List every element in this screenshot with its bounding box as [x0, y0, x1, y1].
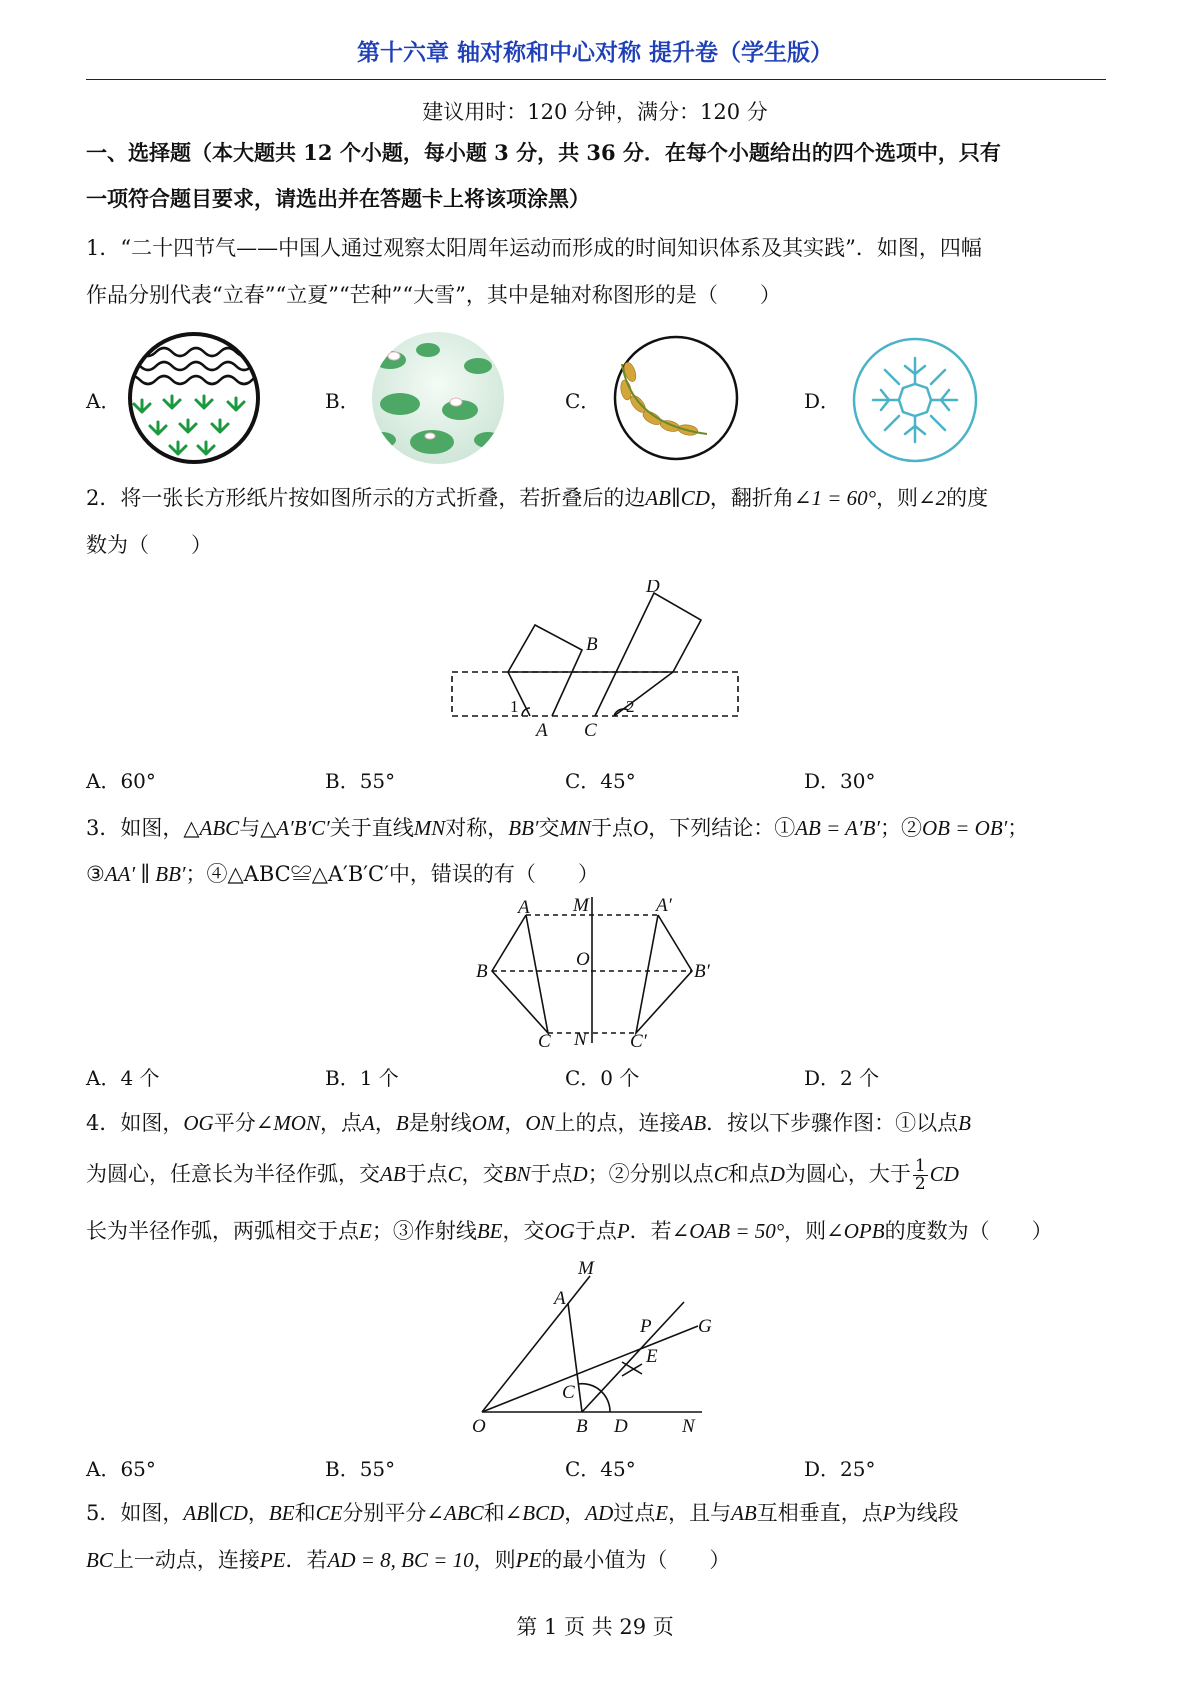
- q3-option-b[interactable]: B．1 个: [325, 1066, 399, 1090]
- q3-math: AB = A′B′: [795, 816, 880, 840]
- q2-option-c[interactable]: C．45°: [565, 769, 636, 793]
- q4-option-d[interactable]: D．25°: [804, 1457, 876, 1481]
- q4-math: BN: [503, 1162, 531, 1186]
- header-divider: [86, 79, 1106, 80]
- q5-text: ，则: [473, 1548, 516, 1572]
- q3-label-b: B: [476, 961, 488, 982]
- q3-label-n: N: [574, 1029, 587, 1047]
- page-footer: 第 1 页 共 29 页: [516, 1615, 674, 1639]
- q4-math: C: [713, 1162, 728, 1186]
- q4-label-m: M: [578, 1258, 594, 1279]
- q2-label-a: A: [536, 720, 548, 740]
- q3-math: △ABC: [183, 816, 240, 840]
- q2-math: AB∥CD: [645, 486, 710, 510]
- q5-text: 过点: [613, 1501, 656, 1525]
- q3-math: △A′B′C′: [260, 816, 330, 840]
- q4-construction-figure: [470, 1258, 720, 1438]
- q3-label-a-prime: A′: [656, 895, 672, 916]
- q2-option-a[interactable]: A．60°: [86, 769, 156, 793]
- q4-text: 平分: [213, 1111, 256, 1135]
- q3-text: ；②: [880, 816, 922, 840]
- q4-math: CD: [929, 1162, 959, 1186]
- q4-math: P: [616, 1219, 630, 1243]
- q5-text: ，: [247, 1501, 269, 1525]
- q3-symmetry-figure: [470, 895, 730, 1047]
- q4-label-d: D: [614, 1416, 628, 1437]
- q3-text: ③: [86, 862, 105, 886]
- q4-text: 为圆心，任意长为半径作弧，交: [86, 1162, 380, 1186]
- q3-option-a[interactable]: A．4 个: [86, 1066, 160, 1090]
- q4-label-c: C: [562, 1382, 575, 1403]
- q2-option-b[interactable]: B．55°: [325, 769, 396, 793]
- q2-text: ，则: [876, 486, 919, 510]
- q5-text: 互相垂直，点: [756, 1501, 883, 1525]
- q4-text: ，点: [319, 1111, 362, 1135]
- page-title: 第十六章 轴对称和中心对称 提升卷（学生版）: [356, 40, 833, 66]
- lichun-artwork: [124, 330, 264, 466]
- q4-label-o: O: [472, 1416, 486, 1437]
- q4-line1: [86, 1110, 971, 1136]
- q2-math: ∠2: [918, 486, 947, 510]
- q4-text: 和点: [727, 1162, 770, 1186]
- q4-option-b[interactable]: B．55°: [325, 1457, 396, 1481]
- q4-text: ，交: [461, 1162, 504, 1186]
- q4-text: ．按以下步骤作图：①以点: [706, 1111, 959, 1135]
- q5-math: PE: [259, 1548, 286, 1572]
- q2-math: ∠1 = 60°: [793, 486, 877, 510]
- q3-label-b-prime: B′: [694, 961, 710, 982]
- daxue-artwork: [851, 336, 979, 464]
- fraction-numerator: 1: [914, 1156, 926, 1176]
- q3-math: BB′: [508, 816, 539, 840]
- q3-text: ；: [1007, 816, 1029, 840]
- q4-math: OG: [544, 1219, 575, 1243]
- q5-text: 上一动点，连接: [112, 1548, 260, 1572]
- time-info: 建议用时：120 分钟，满分：120 分: [422, 100, 768, 124]
- q1-option-b-label[interactable]: B．: [325, 389, 360, 413]
- q3-text: 交: [538, 816, 560, 840]
- q5-math: AD = 8, BC = 10: [327, 1548, 474, 1572]
- q3-text: 3．如图，: [86, 816, 184, 840]
- section-heading-line2: 一项符合题目要求，请选出并在答题卡上将该项涂黑）: [86, 186, 590, 211]
- q5-math: BE: [268, 1501, 295, 1525]
- mangzhong-artwork: [612, 334, 740, 462]
- q3-label-c-prime: C′: [630, 1031, 647, 1047]
- q3-option-d[interactable]: D．2 个: [804, 1066, 880, 1090]
- q3-text: 于点: [591, 816, 634, 840]
- q4-math: E: [359, 1219, 372, 1243]
- q1-line2: 作品分别代表“立春”“立夏”“芒种”“大雪”，其中是轴对称图形的是（ ）: [86, 283, 781, 307]
- q2-label-c: C: [584, 720, 597, 740]
- q5-text: 和: [483, 1501, 505, 1525]
- q4-math: OM: [471, 1111, 505, 1135]
- q4-math: A: [361, 1111, 375, 1135]
- q4-text: ，则: [784, 1219, 827, 1243]
- q4-label-a: A: [554, 1288, 566, 1309]
- q3-math: O: [633, 816, 649, 840]
- q3-label-m: M: [573, 895, 589, 916]
- q4-text: 是射线: [408, 1111, 472, 1135]
- q2-options: [86, 765, 1106, 795]
- q3-line2: [86, 861, 599, 887]
- q4-math: OG: [183, 1111, 214, 1135]
- q1-option-d-label[interactable]: D．: [804, 389, 841, 413]
- q2-folding-figure: [440, 580, 750, 740]
- q5-line2: [86, 1547, 730, 1573]
- q1-option-c-label[interactable]: C．: [565, 389, 601, 413]
- q5-text: 分别平分: [342, 1501, 427, 1525]
- section-heading-line1: 一、选择题（本大题共 12 个小题，每小题 3 分，共 36 分．在每个小题给出的四个选项中，只有: [86, 140, 1001, 165]
- q1-option-a-label[interactable]: A．: [86, 389, 121, 413]
- q4-text: 上的点，连接: [554, 1111, 681, 1135]
- q2-label-d: D: [646, 580, 660, 597]
- q4-math: C: [447, 1162, 462, 1186]
- q2-text: 的度: [946, 486, 989, 510]
- q4-text: ；③作射线: [371, 1219, 477, 1243]
- q2-line2: 数为（ ）: [86, 533, 212, 557]
- q5-line1: [86, 1500, 959, 1526]
- q5-text: 的最小值为（ ）: [541, 1548, 731, 1572]
- lixia-artwork: [370, 330, 506, 466]
- q1-line1: 1．“二十四节气——中国人通过观察太阳周年运动而形成的时间知识体系及其实践”．如图，四幅: [86, 236, 982, 260]
- q3-text: 关于直线: [329, 816, 414, 840]
- q5-text: ，: [564, 1501, 586, 1525]
- fraction-denominator: 2: [914, 1174, 926, 1194]
- q3-math: AA′ ∥ BB′: [104, 862, 186, 886]
- q4-text: 的度数为（ ）: [884, 1219, 1053, 1243]
- q4-label-b: B: [576, 1416, 588, 1437]
- q5-text: 和: [294, 1501, 316, 1525]
- q5-math: ∠ABC: [426, 1501, 484, 1525]
- q4-option-c[interactable]: C．45°: [565, 1457, 636, 1481]
- q5-text: 为线段: [895, 1501, 959, 1525]
- q4-option-a[interactable]: A．65°: [86, 1457, 156, 1481]
- q5-math: CE: [315, 1501, 343, 1525]
- q5-math: AD: [585, 1501, 614, 1525]
- q4-label-p: P: [640, 1316, 652, 1337]
- q5-math: BC: [86, 1548, 113, 1572]
- q4-text: 于点: [405, 1162, 448, 1186]
- q3-label-c: C: [538, 1031, 551, 1047]
- q3-options: [86, 1062, 1106, 1092]
- q3-option-c[interactable]: C．0 个: [565, 1066, 640, 1090]
- q4-text: ，: [374, 1111, 396, 1135]
- q4-label-g: G: [698, 1316, 712, 1337]
- q4-math: D: [769, 1162, 785, 1186]
- q5-math: AB∥CD: [183, 1501, 248, 1525]
- q4-math: AB: [680, 1111, 707, 1135]
- q5-math: ∠BCD: [504, 1501, 565, 1525]
- q5-math: E: [655, 1501, 669, 1525]
- q3-text: 与: [239, 816, 261, 840]
- q2-label-b: B: [586, 634, 598, 655]
- q4-text: 4．如图，: [86, 1111, 184, 1135]
- q3-label-a: A: [518, 897, 530, 918]
- q5-math: PE: [515, 1548, 542, 1572]
- q4-math: B: [958, 1111, 971, 1135]
- q4-text: ，交: [502, 1219, 545, 1243]
- q4-options: [86, 1453, 1106, 1483]
- q2-option-d[interactable]: D．30°: [804, 769, 876, 793]
- q5-text: ．若: [285, 1548, 328, 1572]
- q3-text: ；④△ABC≌△A′B′C′中，错误的有（ ）: [185, 862, 599, 886]
- q3-line1: [86, 815, 1028, 841]
- q2-text: ，翻折角: [709, 486, 794, 510]
- q4-math: ∠OAB = 50°: [671, 1219, 785, 1243]
- q4-text: 于点: [530, 1162, 573, 1186]
- q4-text: ．若: [629, 1219, 672, 1243]
- q3-text: 对称，: [445, 816, 509, 840]
- q2-text: 2．将一张长方形纸片按如图所示的方式折叠，若折叠后的边: [86, 486, 646, 510]
- one-half-fraction: [913, 1158, 928, 1193]
- q4-text: ，: [504, 1111, 526, 1135]
- q4-label-e: E: [646, 1346, 658, 1367]
- q4-text: 于点: [574, 1219, 617, 1243]
- q3-text: ，下列结论：①: [648, 816, 796, 840]
- q2-label-1: 1: [510, 697, 519, 716]
- q4-math: BE: [476, 1219, 503, 1243]
- q4-label-n: N: [682, 1416, 695, 1437]
- q4-math: ON: [525, 1111, 555, 1135]
- q4-math: B: [395, 1111, 409, 1135]
- q2-line1: [86, 485, 988, 511]
- q5-math: P: [882, 1501, 896, 1525]
- q4-math: D: [572, 1162, 588, 1186]
- q4-text: ；②分别以点: [587, 1162, 714, 1186]
- q5-text: 5．如图，: [86, 1501, 184, 1525]
- q4-math: AB: [380, 1162, 406, 1186]
- q4-line2: [86, 1158, 959, 1193]
- q4-text: 长为半径作弧，两弧相交于点: [86, 1219, 359, 1243]
- q4-math: ∠MON: [255, 1111, 320, 1135]
- q3-math: MN: [413, 816, 446, 840]
- q4-text: 为圆心，大于: [784, 1162, 911, 1186]
- q3-math: OB = OB′: [922, 816, 1008, 840]
- q4-math: ∠OPB: [826, 1219, 885, 1243]
- q3-label-o: O: [576, 949, 590, 970]
- q3-math: MN: [559, 816, 592, 840]
- q5-math: AB: [731, 1501, 757, 1525]
- q2-label-2: 2: [626, 697, 635, 716]
- q5-text: ，且与: [668, 1501, 732, 1525]
- q4-line3: [86, 1218, 1053, 1244]
